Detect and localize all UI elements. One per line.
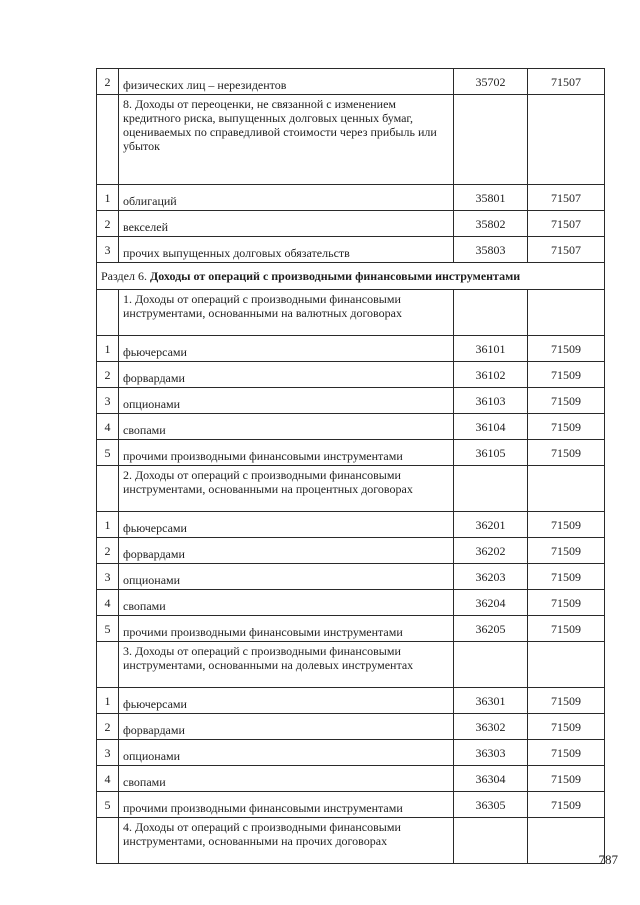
symbol-code-empty bbox=[454, 95, 528, 185]
table-row bbox=[97, 512, 605, 538]
table-row bbox=[97, 336, 605, 362]
row-number: 3 bbox=[97, 388, 119, 414]
symbol-code: 36205 bbox=[454, 616, 528, 642]
symbol-code-empty bbox=[454, 290, 528, 336]
table-row bbox=[97, 538, 605, 564]
row-name: форвардами bbox=[119, 362, 454, 388]
account-number: 71507 bbox=[528, 211, 605, 237]
row-name: облигаций bbox=[119, 185, 454, 211]
account-number: 71509 bbox=[528, 740, 605, 766]
symbol-code: 36301 bbox=[454, 688, 528, 714]
group-header-row bbox=[97, 642, 605, 688]
row-name: фьючерсами bbox=[119, 512, 454, 538]
row-name: фьючерсами bbox=[119, 688, 454, 714]
account-number: 71509 bbox=[528, 414, 605, 440]
symbol-code: 36305 bbox=[454, 792, 528, 818]
table-row bbox=[97, 69, 605, 95]
symbol-code: 36302 bbox=[454, 714, 528, 740]
row-number: 5 bbox=[97, 616, 119, 642]
section-name: Доходы от операций с производными финансовыми инструментами bbox=[149, 269, 521, 283]
account-number: 71509 bbox=[528, 538, 605, 564]
page-number: 787 bbox=[598, 852, 618, 867]
symbol-code: 36204 bbox=[454, 590, 528, 616]
account-number-empty bbox=[528, 290, 605, 336]
section-title bbox=[97, 263, 605, 290]
row-number: 1 bbox=[97, 512, 119, 538]
symbol-code: 36303 bbox=[454, 740, 528, 766]
row-number: 1 bbox=[97, 336, 119, 362]
account-number-empty bbox=[528, 466, 605, 512]
row-name: прочими производными финансовыми инструментами bbox=[119, 616, 454, 642]
row-number: 2 bbox=[97, 362, 119, 388]
table-row bbox=[97, 362, 605, 388]
symbol-code: 36202 bbox=[454, 538, 528, 564]
group-title: 3. Доходы от операций с производными финансовыми инструментами, основанными на долевых инструментах bbox=[119, 642, 454, 688]
row-name: свопами bbox=[119, 590, 454, 616]
row-number: 2 bbox=[97, 714, 119, 740]
group-header-row bbox=[97, 466, 605, 512]
table-row bbox=[97, 388, 605, 414]
account-number: 71509 bbox=[528, 688, 605, 714]
group-title: 1. Доходы от операций с производными финансовыми инструментами, основанными на валютных договорах bbox=[119, 290, 454, 336]
account-number: 71509 bbox=[528, 616, 605, 642]
account-number: 71509 bbox=[528, 792, 605, 818]
table-row bbox=[97, 792, 605, 818]
symbol-code: 35802 bbox=[454, 211, 528, 237]
row-number: 4 bbox=[97, 590, 119, 616]
table-row bbox=[97, 414, 605, 440]
account-number: 71509 bbox=[528, 362, 605, 388]
account-number: 71509 bbox=[528, 336, 605, 362]
table-row bbox=[97, 616, 605, 642]
row-name: форвардами bbox=[119, 538, 454, 564]
account-number-empty bbox=[528, 95, 605, 185]
row-name: опционами bbox=[119, 564, 454, 590]
row-number: 5 bbox=[97, 792, 119, 818]
row-number-empty bbox=[97, 95, 119, 185]
symbol-code: 36105 bbox=[454, 440, 528, 466]
row-number-empty bbox=[97, 466, 119, 512]
row-number: 2 bbox=[97, 538, 119, 564]
symbol-code: 35803 bbox=[454, 237, 528, 263]
account-number: 71507 bbox=[528, 237, 605, 263]
symbol-code-empty bbox=[454, 642, 528, 688]
row-number: 1 bbox=[97, 688, 119, 714]
row-name: форвардами bbox=[119, 714, 454, 740]
section-header-row bbox=[97, 263, 605, 290]
account-number: 71509 bbox=[528, 512, 605, 538]
symbol-code: 36101 bbox=[454, 336, 528, 362]
account-number: 71507 bbox=[528, 69, 605, 95]
symbol-code: 35702 bbox=[454, 69, 528, 95]
row-number: 1 bbox=[97, 185, 119, 211]
table-row bbox=[97, 564, 605, 590]
row-number: 3 bbox=[97, 564, 119, 590]
row-number-empty bbox=[97, 818, 119, 864]
account-number: 71509 bbox=[528, 590, 605, 616]
symbol-code: 36304 bbox=[454, 766, 528, 792]
table-row bbox=[97, 688, 605, 714]
table-row bbox=[97, 211, 605, 237]
row-name: прочими производными финансовыми инструментами bbox=[119, 440, 454, 466]
symbol-code-empty bbox=[454, 818, 528, 864]
row-number-empty bbox=[97, 290, 119, 336]
group-title: 4. Доходы от операций с производными финансовыми инструментами, основанными на прочих договорах bbox=[119, 818, 454, 864]
group-header-row bbox=[97, 290, 605, 336]
row-name: прочими производными финансовыми инструментами bbox=[119, 792, 454, 818]
row-name: свопами bbox=[119, 414, 454, 440]
row-name: векселей bbox=[119, 211, 454, 237]
row-number: 3 bbox=[97, 740, 119, 766]
account-number: 71509 bbox=[528, 440, 605, 466]
symbol-code: 35801 bbox=[454, 185, 528, 211]
table-row bbox=[97, 590, 605, 616]
row-name: опционами bbox=[119, 388, 454, 414]
row-number-empty bbox=[97, 642, 119, 688]
account-number: 71509 bbox=[528, 388, 605, 414]
row-number: 2 bbox=[97, 211, 119, 237]
row-number: 3 bbox=[97, 237, 119, 263]
row-number: 4 bbox=[97, 414, 119, 440]
symbol-code: 36104 bbox=[454, 414, 528, 440]
symbol-code: 36203 bbox=[454, 564, 528, 590]
group-title: 8. Доходы от переоценки, не связанной с изменением кредитного риска, выпущенных долговых ценных бумаг, оцениваемых по справедливой стоимости через прибыль или убыток bbox=[119, 95, 454, 185]
table-row bbox=[97, 766, 605, 792]
group-header-row bbox=[97, 95, 605, 185]
row-name: прочих выпущенных долговых обязательств bbox=[119, 237, 454, 263]
account-number: 71507 bbox=[528, 185, 605, 211]
group-title: 2. Доходы от операций с производными финансовыми инструментами, основанными на процентных договорах bbox=[119, 466, 454, 512]
symbol-code: 36103 bbox=[454, 388, 528, 414]
row-name: фьючерсами bbox=[119, 336, 454, 362]
row-name: опционами bbox=[119, 740, 454, 766]
row-number: 4 bbox=[97, 766, 119, 792]
table-row bbox=[97, 440, 605, 466]
table-row bbox=[97, 740, 605, 766]
symbol-code: 36201 bbox=[454, 512, 528, 538]
account-number: 71509 bbox=[528, 714, 605, 740]
row-name: физических лиц – нерезидентов bbox=[119, 69, 454, 95]
income-codes-table bbox=[96, 68, 605, 864]
section-prefix: Раздел 6. bbox=[101, 269, 150, 283]
table-row bbox=[97, 237, 605, 263]
account-number: 71509 bbox=[528, 766, 605, 792]
symbol-code: 36102 bbox=[454, 362, 528, 388]
row-name: свопами bbox=[119, 766, 454, 792]
account-number: 71509 bbox=[528, 564, 605, 590]
income-codes-table-body bbox=[97, 69, 605, 864]
table-row bbox=[97, 185, 605, 211]
row-number: 5 bbox=[97, 440, 119, 466]
group-header-row bbox=[97, 818, 605, 864]
symbol-code-empty bbox=[454, 466, 528, 512]
table-row bbox=[97, 714, 605, 740]
account-number-empty bbox=[528, 642, 605, 688]
row-number: 2 bbox=[97, 69, 119, 95]
